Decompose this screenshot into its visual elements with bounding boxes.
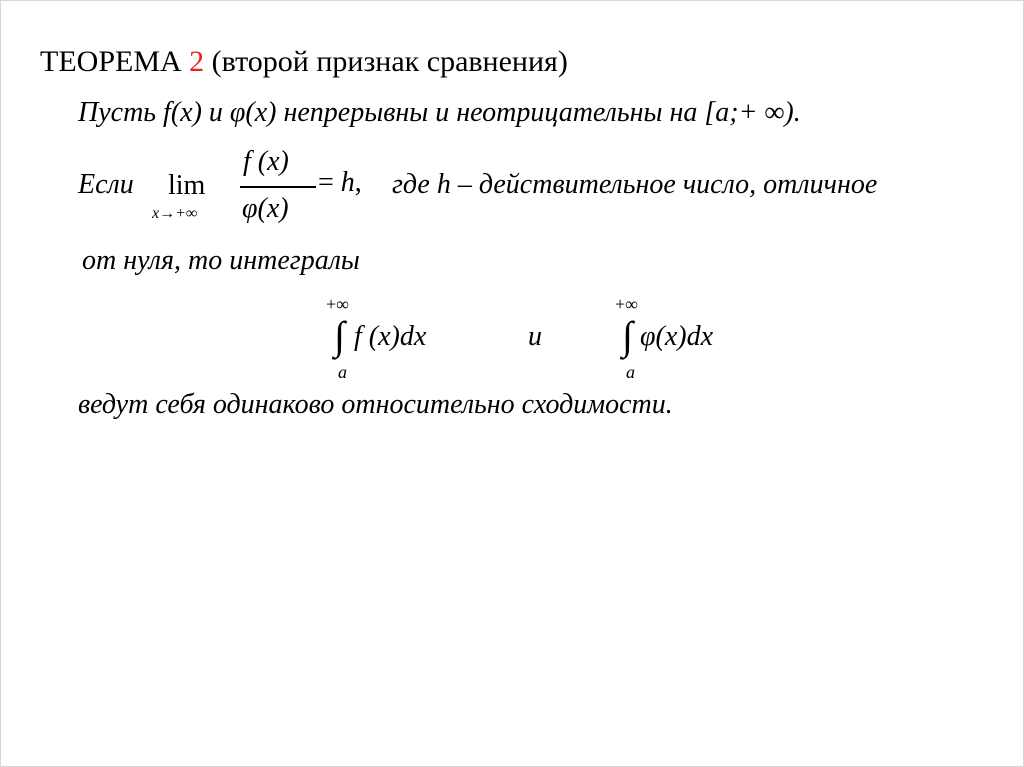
- condition-esli: Если: [78, 169, 134, 200]
- hypothesis-and: и: [201, 97, 230, 128]
- function-phi: φ(x): [229, 97, 277, 128]
- condition-rest: где h – действительное число, отличное: [392, 169, 878, 200]
- integral-left-lower-limit: a: [338, 362, 347, 382]
- limit-value-h: h: [340, 167, 355, 198]
- integral-connector: и: [528, 321, 542, 352]
- integral-left-sign: ∫: [334, 313, 345, 358]
- hypothesis-pust: Пусть: [78, 97, 164, 128]
- hypothesis-line: [78, 96, 801, 130]
- integral-right-body: φ(x)dx: [640, 321, 713, 352]
- limit-result: [318, 166, 362, 200]
- function-f: f(x): [163, 97, 202, 128]
- limit-subscript: x→+∞: [152, 205, 198, 222]
- conclusion-intro: от нуля, то интегралы: [82, 245, 360, 276]
- theorem-title-suffix: (второй признак сравнения): [204, 45, 568, 78]
- fraction-denominator: φ(x): [242, 193, 289, 224]
- conclusion-line: ведут себя одинаково относительно сходимости.: [78, 389, 673, 420]
- theorem-number: 2: [189, 45, 205, 78]
- hypothesis-rest: непрерывны и неотрицательны на [a;+ ∞).: [276, 97, 801, 128]
- integral-right-lower-limit: a: [626, 362, 635, 382]
- fraction-numerator: f (x): [243, 146, 289, 177]
- theorem-title: [40, 44, 568, 80]
- fraction-bar: [240, 186, 316, 188]
- theorem-title-prefix: ТЕОРЕМА: [40, 45, 190, 78]
- limit-comma: ,: [354, 167, 362, 198]
- integral-right-sign: ∫: [622, 313, 633, 358]
- limit-operator: lim: [168, 170, 206, 201]
- integral-right-upper-limit: +∞: [615, 294, 638, 314]
- integral-left-body: f (x)dx: [354, 321, 427, 352]
- equals-sign: =: [318, 167, 341, 198]
- integral-left-upper-limit: +∞: [326, 294, 349, 314]
